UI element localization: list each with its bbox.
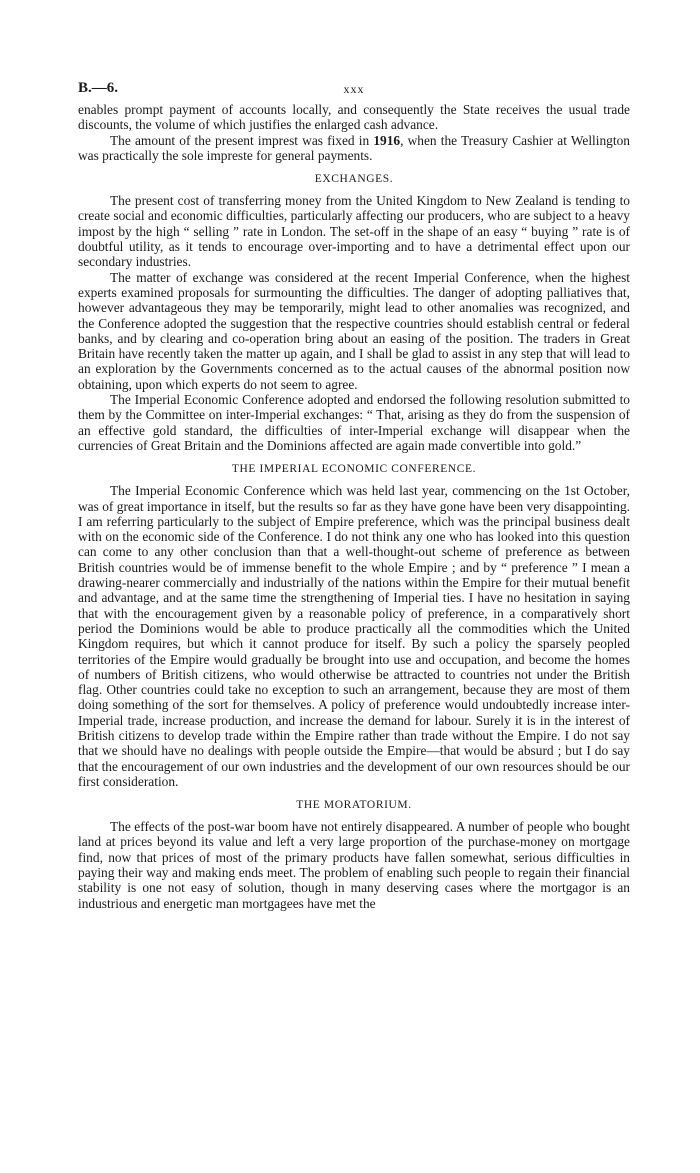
page-number: xxx [343,82,365,96]
intro-paragraph-2-end: , when the Treasury Cashier at Wellington was practically the sole impreste for general payments. [78,132,630,163]
document-reference: B.—6. [78,80,119,96]
moratorium-paragraph-1: The effects of the post-war boom have not entirely disappeared. A number of people who bought land at prices beyond its value and left a very large proportion of the purchase-money on mortgage find, now that prices of most of the primary products have fallen somewhat, serious difficulties in paying their way and making ends meet. The problem of enabling such people to regain their financial stability is one not easy of solution, though in many deserving cases where the mortgagor is an industrious and energetic man mortgagees have met the [78,819,630,911]
section-heading-moratorium: THE MORATORIUM. [296,799,412,812]
exchanges-paragraph-3: The Imperial Economic Conference adopted and endorsed the following resolution submitted to them by the Committee on inter-Imperial exchanges: “ That, arising as they do from the suspension of an effective gold standard, the difficulties of inter-Imperial exchange will disappear when the currencies of Great Britain and the Dominions affected are again made convertible into gold.” [78,392,630,453]
section-heading-imperial-conference: THE IMPERIAL ECONOMIC CONFERENCE. [231,463,477,476]
page-header [78,80,630,102]
intro-paragraph-2 [78,133,630,164]
intro-paragraph-1: enables prompt payment of accounts locally, and consequently the State receives the usual trade discounts, the volume of which justifies the enlarged cash advance. [78,102,630,133]
intro-paragraph-2-year: 1916 [373,132,401,148]
document-page [78,80,630,911]
conference-paragraph-1: The Imperial Economic Conference which was held last year, commencing on the 1st October, was of great importance in itself, but the results so far as they have gone have been very disappointing. I am referring particularly to the subject of Empire preference, which was the principal business dealt with on the economic side of the Conference. I do not think any one who has looked into this question can come to any other conclusion than that a well-thought-out scheme of preference as between British countries would be of immense benefit to the whole Empire ; and by “ preference ” I mean a drawing-nearer commercially and industrially of the nations within the Empire for their mutual benefit and advantage, and at the same time the strengthening of Imperial ties. I have no hesitation in saying that with the encouragement given by a reasonable policy of preference, in a comparatively short period the Dominions would be able to produce practically all the commodities which the United Kingdom requires, but which it cannot produce for itself. By such a policy the sparsely peopled territories of the Empire would gradually be brought into use and occupation, and become the homes of numbers of British citizens, who would otherwise be attracted to countries not under the British flag. Other countries could take no exception to such an arrangement, because they are most of them doing something of the sort for themselves. A policy of preference would undoubtedly increase inter-Imperial trade, increase production, and increase the demand for labour. Surely it is in the interest of British citizens to develop trade within the Empire rather than trade without the Empire. I do not say that we should have no dealings with people outside the Empire—that would be absurd ; but I do say that the encouragement of our own industries and the development of our own resources should be our first consideration. [78,483,630,789]
section-heading-exchanges: EXCHANGES. [314,173,394,186]
exchanges-paragraph-1: The present cost of transferring money from the United Kingdom to New Zealand is tending to create social and economic difficulties, particularly affecting our producers, who are subject to a heavy impost by the high “ selling ” rate in London. The set-off in the shape of an easy “ buying ” rate is of doubtful utility, as it tends to encourage over-importing and to have a detrimental effect upon our secondary industries. [78,193,630,270]
exchanges-paragraph-2: The matter of exchange was considered at the recent Imperial Conference, when the highest experts examined proposals for surmounting the difficulties. The danger of adopting palliatives that, however advantageous they may be temporarily, might lead to other anomalies was recognized, and the Conference adopted the suggestion that the respective countries should establish central or federal banks, and by clearing and co-operation bring about an easing of the position. The traders in Great Britain have recently taken the matter up again, and I shall be glad to assist in any step that will lead to an exploration by the Governments concerned as to the actual causes of the abnormal position now obtaining, upon which experts do not seem to agree. [78,269,630,392]
intro-paragraph-2-start: The amount of the present imprest was fixed in [110,132,374,148]
